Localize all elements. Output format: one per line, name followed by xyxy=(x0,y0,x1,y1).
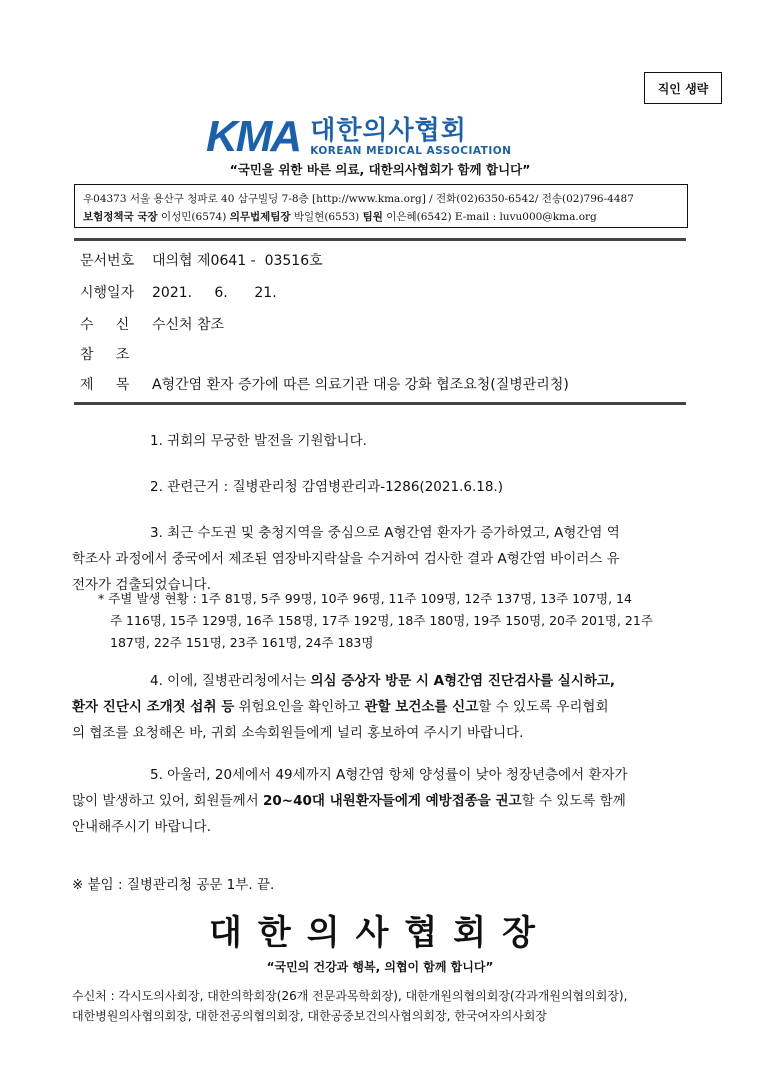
doc-number-value: 대의협 제0641 - 03516호 xyxy=(152,253,323,269)
p4-bold-c: 관할 보건소를 신고 xyxy=(364,699,479,715)
contact-staff xyxy=(83,209,597,224)
top-slogan: “국민을 위한 바른 의료, 대한의사협회가 함께 합니다” xyxy=(229,162,531,177)
subject-value: A형간염 환자 증가에 따른 의료기관 대응 강화 협조요청(질병관리청) xyxy=(152,377,569,393)
logo-wordmark: KMA xyxy=(206,112,301,161)
logo-name-korean: 대한의사협회 xyxy=(310,116,467,146)
note-line-1: * 주별 발생 현황 : 1주 81명, 5주 99명, 10주 96명, 11주 109명, 12주 137명, 13주 107명, 14 xyxy=(98,591,632,606)
date-value: 2021. 6. 21. xyxy=(152,285,277,301)
paragraph-4-line-2 xyxy=(72,694,609,720)
weekly-cases-note xyxy=(98,588,653,654)
recipient-row xyxy=(80,314,224,334)
paragraph-4-line-1 xyxy=(150,668,615,694)
p5-bold: 20~40대 내원환자들에게 예방접종을 권고 xyxy=(263,793,522,809)
doc-number-label: 문서번호 xyxy=(80,253,135,269)
reference-row xyxy=(80,344,152,364)
note-line-3: 187명, 22주 151명, 23주 161명, 24주 183명 xyxy=(110,635,374,650)
contact-box xyxy=(74,184,688,228)
staff-info-2: 박일현(6553) xyxy=(290,211,363,223)
reference-label: 참 조 xyxy=(80,347,130,363)
subject-row xyxy=(80,374,569,394)
seal-omitted-text: 직인 생략 xyxy=(657,81,709,96)
recipient-list-line-1: 수신처 : 각시도의사회장, 대한의학회장(26개 전문과목학회장), 대한개원의협의회장(각과개원의협의회장), xyxy=(72,989,628,1003)
paragraph-2: 2. 관련근거 : 질병관리청 감염병관리과-1286(2021.6.18.) xyxy=(150,479,503,495)
header-top-rule xyxy=(74,238,686,241)
bottom-slogan: “국민의 건강과 행복, 의협이 함께 합니다” xyxy=(266,960,494,974)
staff-title-1: 보험정책국 국장 xyxy=(83,211,158,223)
paragraph-3-line-3: 전자가 검출되었습니다. xyxy=(72,577,211,593)
header-bottom-rule xyxy=(74,402,686,405)
kma-logo xyxy=(206,112,511,162)
paragraph-1: 1. 귀회의 무궁한 발전을 기원합니다. xyxy=(150,433,367,449)
paragraph-5-line-1: 5. 아울러, 20세에서 49세까지 A형간염 항체 양성률이 낮아 청장년층에서 환자가 xyxy=(150,767,628,783)
p4-text-a: 4. 이에, 질병관리청에서는 xyxy=(150,673,311,689)
recipient-list xyxy=(72,986,627,1026)
date-label: 시행일자 xyxy=(80,285,135,301)
paragraph-3-line-2: 학조사 과정에서 중국에서 제조된 염장바지락살을 수거하여 검사한 결과 A형간염 바이러스 유 xyxy=(72,551,620,567)
p5-text-b: 할 수 있도록 함께 xyxy=(521,793,626,809)
staff-title-2: 의무법제팀장 xyxy=(229,211,291,223)
staff-info-1: 이성민(6574) xyxy=(157,211,230,223)
paragraph-4-line-3: 의 협조를 요청해온 바, 귀회 소속회원들에게 널리 홍보하여 주시기 바랍니다. xyxy=(72,725,524,741)
p4-text-c: 할 수 있도록 우리협회 xyxy=(478,699,609,715)
staff-info-3: 이은혜(6542) E-mail : luvu000@kma.org xyxy=(382,211,597,223)
note-line-2: 주 116명, 15주 129명, 16주 158명, 17주 192명, 18주 180명, 19주 150명, 20주 201명, 21주 xyxy=(110,613,653,628)
seal-omitted-box xyxy=(644,72,722,104)
p4-bold-a: 의심 증상자 방문 시 A형간염 진단검사를 실시하고, xyxy=(310,673,616,689)
staff-title-3: 팀원 xyxy=(362,211,383,223)
contact-address: 우04373 서울 용산구 청파로 40 삼구빌딩 7-8층 [http://www.kma.org] / 전화(02)6350-6542/ 전송(02)796-4487 xyxy=(83,193,634,205)
date-row xyxy=(80,282,277,302)
p5-text-a: 많이 발생하고 있어, 회원들께서 xyxy=(72,793,263,809)
attachment-note: ※ 붙임 : 질병관리청 공문 1부. 끝. xyxy=(72,877,275,893)
p4-text-b: 위험요인을 확인하고 xyxy=(234,699,365,715)
paragraph-5-line-3: 안내해주시기 바랍니다. xyxy=(72,819,211,835)
signature-title: 대한의사협회장 xyxy=(209,913,551,953)
recipient-list-line-2: 대한병원의사협의회장, 대한전공의협의회장, 대한공중보건의사협의회장, 한국여자의사회장 xyxy=(72,1009,547,1023)
logo-name-english: KOREAN MEDICAL ASSOCIATION xyxy=(310,145,512,157)
p4-bold-b: 환자 진단시 조개젓 섭취 등 xyxy=(72,699,235,715)
paragraph-5-line-2 xyxy=(72,788,626,814)
doc-number-row xyxy=(80,250,323,270)
recipient-label: 수 신 xyxy=(80,317,130,333)
paragraph-3-line-1: 3. 최근 수도권 및 충청지역을 중심으로 A형간염 환자가 증가하였고, A형간염 역 xyxy=(150,525,620,541)
recipient-value: 수신처 참조 xyxy=(152,317,225,333)
subject-label: 제 목 xyxy=(80,377,130,393)
